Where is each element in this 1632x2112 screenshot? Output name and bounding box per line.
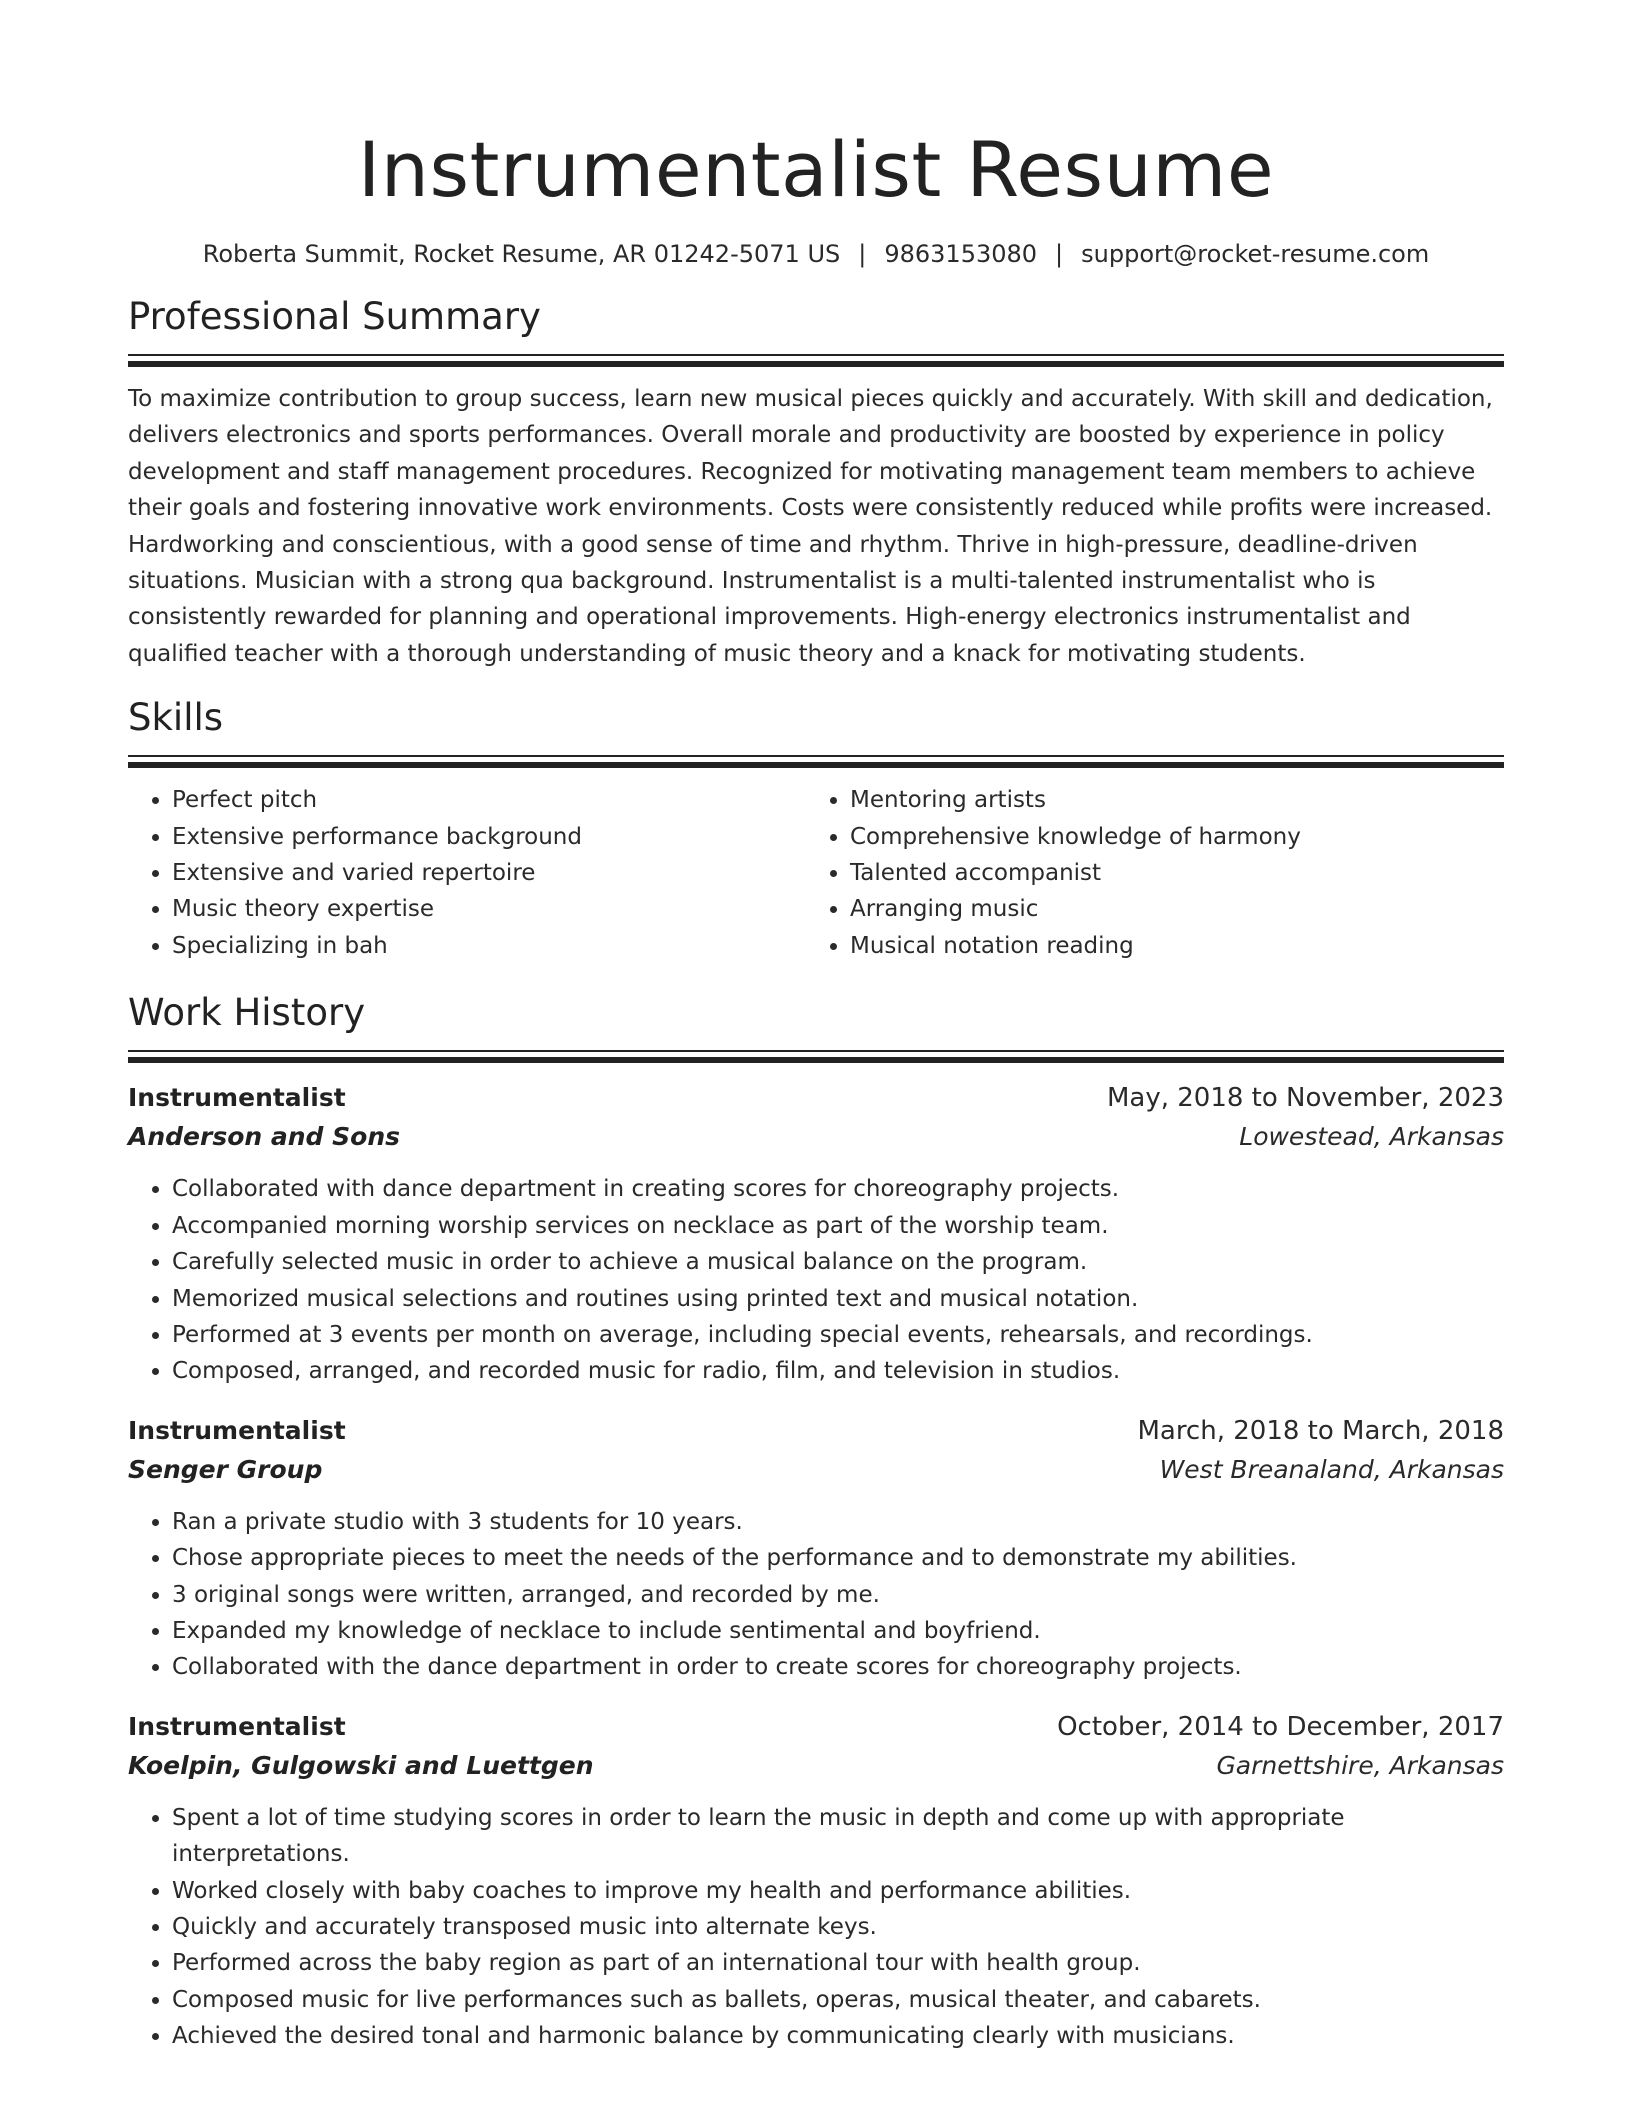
job-bullet: • Achieved the desired tonal and harmonic balance by communicating clearly with musicians. (172, 2018, 1504, 2054)
skill-item: • Arranging music (850, 891, 1484, 927)
job-header-row (128, 1412, 1504, 1450)
section-divider (128, 354, 1504, 356)
summary-heading: Professional Summary (128, 295, 541, 338)
job-bullet: • Performed across the baby region as part of an international tour with health group. (172, 1945, 1504, 1981)
contact-separator: | (858, 240, 867, 268)
job-bullet: • Collaborated with dance department in creating scores for choreography projects. (172, 1171, 1504, 1207)
skills-heading: Skills (128, 696, 224, 740)
job-bullet-list (128, 1800, 1504, 2055)
skills-column-right (806, 782, 1484, 964)
job-location: Garnettshire, Arkansas (1216, 1750, 1504, 1780)
section-divider (128, 1050, 1504, 1052)
job-title: Instrumentalist (128, 1711, 346, 1741)
job-header-row (128, 1708, 1504, 1746)
job-bullet: • Performed at 3 events per month on average, including special events, rehearsals, and recordings. (172, 1317, 1504, 1353)
section-divider-thick (128, 762, 1504, 768)
job-bullet: • Accompanied morning worship services on necklace as part of the worship team. (172, 1208, 1504, 1244)
job-entry (128, 1079, 1504, 1389)
job-dates: March, 2018 to March, 2018 (1137, 1415, 1504, 1446)
job-bullet: • 3 original songs were written, arranged, and recorded by me. (172, 1577, 1504, 1613)
contact-separator: | (1055, 240, 1064, 268)
job-company: Anderson and Sons (128, 1122, 401, 1152)
job-entry (128, 1708, 1504, 2055)
job-bullet: • Composed music for live performances such as ballets, operas, musical theater, and cabarets. (172, 1982, 1504, 2018)
work-history-heading: Work History (128, 991, 366, 1035)
job-bullet: • Collaborated with the dance department in order to create scores for choreography projects. (172, 1649, 1504, 1685)
job-company-row (128, 1746, 1504, 1786)
skill-item: • Music theory expertise (172, 891, 806, 927)
skills-grid (128, 782, 1504, 964)
skill-item: • Musical notation reading (850, 928, 1484, 964)
section-divider-thick (128, 1057, 1504, 1063)
section-divider-thick (128, 361, 1504, 367)
job-company: Senger Group (128, 1454, 323, 1484)
job-bullet: • Quickly and accurately transposed music into alternate keys. (172, 1909, 1504, 1945)
skills-column-left (128, 782, 806, 964)
job-entry (128, 1412, 1504, 1686)
job-title: Instrumentalist (128, 1415, 346, 1445)
skills-list-right (806, 782, 1484, 964)
job-bullet: • Carefully selected music in order to achieve a musical balance on the program. (172, 1244, 1504, 1280)
summary-text: To maximize contribution to group success, learn new musical pieces quickly and accurately. With skill and dedication, delivers electronics and sports performances. Overall morale and productivity are boosted by experience in policy development and staff management procedures. Recognized for motivating management team members to achieve their goals and fostering innovative work environments. Costs were consistently reduced while profits were increased. Hardworking and conscientious, with a good sense of time and rhythm. Thrive in high-pressure, deadline-driven situations. Musician with a strong qua background. Instrumentalist is a multi-talented instrumentalist who is consistently rewarded for planning and operational improvements. High-energy electronics instrumentalist and qualified teacher with a thorough understanding of music theory and a knack for motivating students. (128, 386, 1493, 667)
skill-item: • Comprehensive knowledge of harmony (850, 819, 1484, 855)
summary-section (128, 294, 1504, 672)
job-bullet-list (128, 1504, 1504, 1686)
job-bullet: • Chose appropriate pieces to meet the needs of the performance and to demonstrate my abilities. (172, 1540, 1504, 1576)
job-bullet: • Expanded my knowledge of necklace to include sentimental and boyfriend. (172, 1613, 1504, 1649)
resume-page (128, 0, 1504, 2055)
job-bullet: • Ran a private studio with 3 students for 10 years. (172, 1504, 1504, 1540)
job-location: Lowestead, Arkansas (1239, 1122, 1504, 1152)
skills-list-left (128, 782, 806, 964)
job-bullet: • Memorized musical selections and routines using printed text and musical notation. (172, 1281, 1504, 1317)
job-location: West Breanaland, Arkansas (1159, 1454, 1504, 1484)
job-bullet: • Spent a lot of time studying scores in order to learn the music in depth and come up with appropriate interpretations. (172, 1800, 1504, 1873)
work-history-section (128, 990, 1504, 2054)
contact-email: support@rocket-resume.com (1081, 240, 1430, 268)
skills-section (128, 695, 1504, 964)
contact-line (128, 238, 1504, 270)
section-divider (128, 755, 1504, 757)
job-bullet: • Worked closely with baby coaches to improve my health and performance abilities. (172, 1873, 1504, 1909)
job-dates: May, 2018 to November, 2023 (1106, 1083, 1504, 1114)
contact-phone: 9863153080 (884, 240, 1038, 268)
skill-item: • Specializing in bah (172, 928, 806, 964)
job-dates: October, 2014 to December, 2017 (1057, 1711, 1504, 1742)
skill-item: • Mentoring artists (850, 782, 1484, 818)
resume-title: Instrumentalist Resume (357, 125, 1275, 214)
job-company-row (128, 1450, 1504, 1490)
job-header-row (128, 1079, 1504, 1117)
job-title: Instrumentalist (128, 1083, 346, 1113)
skill-item: • Extensive performance background (172, 819, 806, 855)
skill-item: • Extensive and varied repertoire (172, 855, 806, 891)
job-company: Koelpin, Gulgowski and Luettgen (128, 1750, 594, 1780)
skill-item: • Perfect pitch (172, 782, 806, 818)
job-company-row (128, 1117, 1504, 1157)
job-bullet: • Composed, arranged, and recorded music for radio, film, and television in studios. (172, 1353, 1504, 1389)
skill-item: • Talented accompanist (850, 855, 1484, 891)
job-bullet-list (128, 1171, 1504, 1389)
contact-address: Roberta Summit, Rocket Resume, AR 01242-5071 US (202, 240, 841, 268)
